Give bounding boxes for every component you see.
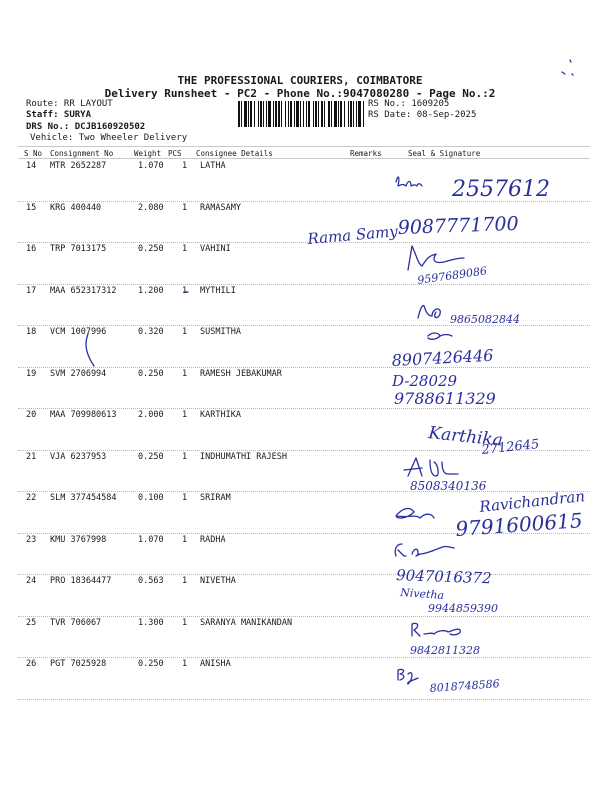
cell-consignment-no: MAA 709980613: [50, 410, 117, 420]
col-consignment-header: Consignment No: [50, 149, 114, 158]
cell-consignee: SARANYA MANIKANDAN: [200, 617, 293, 628]
cell-sno: 22: [26, 493, 37, 503]
cell-sno: 19: [26, 368, 37, 379]
col-weight-header: Weight: [134, 149, 162, 158]
cell-sno: 17: [26, 285, 37, 296]
cell-consignee: LATHA: [200, 161, 226, 171]
cell-consignment-no: VJA 6237953: [50, 451, 107, 462]
handwritten-number: 9842811328: [410, 644, 480, 657]
signature-row-25: [410, 623, 480, 657]
cell-consignment-no: TRP 7013175: [50, 244, 107, 254]
signature-row-21: [404, 458, 487, 493]
cell-consignee: MYTHILI: [200, 285, 236, 296]
handwritten-name: Ravichandran: [478, 487, 586, 516]
cell-sno: 16: [26, 244, 37, 254]
cell-consignment-no: SLM 377454584: [50, 493, 117, 503]
handwritten-number: 9788611329: [394, 389, 496, 408]
route-label: Route: RR LAYOUT: [26, 99, 113, 109]
cell-consignment-no: KMU 3767998: [50, 534, 107, 545]
signature-row-26: [398, 669, 500, 695]
handwritten-number: 9597689086: [416, 264, 488, 287]
handwritten-number: 9791600615: [454, 508, 584, 541]
staff-label: Staff: SURYA: [26, 110, 92, 120]
cell-consignee: RADHA: [200, 534, 226, 545]
barcode-image: [238, 101, 364, 127]
cell-consignee: INDHUMATHI RAJESH: [200, 451, 287, 462]
signatures-layer: [300, 160, 595, 705]
header-bottom-rule: [18, 158, 590, 159]
cell-consignee: RAMESH JEBAKUMAR: [200, 368, 282, 379]
cell-weight: 0.100: [138, 493, 164, 503]
signature-row-18: [391, 333, 494, 370]
pen-stroke-mark: [80, 330, 100, 375]
rs-date: RS Date: 08-Sep-2025: [368, 110, 477, 120]
signature-row-22: [396, 487, 586, 541]
cell-weight: 0.250: [138, 244, 164, 254]
handwritten-name: Nivetha: [399, 586, 445, 603]
signature-row-24: [399, 586, 498, 615]
cell-pcs: 1: [182, 285, 188, 296]
cell-consignee: KARTHIKA: [200, 410, 241, 420]
cell-consignment-no: MTR 2652287: [50, 161, 107, 171]
signature-row-14: [396, 177, 550, 202]
handwritten-number: 8907426446: [391, 345, 494, 370]
cell-consignee: SRIRAM: [200, 493, 231, 503]
cell-weight: 0.250: [138, 451, 164, 462]
col-sno-header: S No: [24, 149, 43, 158]
cell-sno: 25: [26, 617, 37, 628]
col-seal-header: Seal & Signature: [408, 149, 481, 158]
cell-consignment-no: PRO 18364477: [50, 576, 112, 586]
cell-consignee: VAHINI: [200, 244, 231, 254]
handwritten-name: Karthika: [427, 423, 504, 451]
col-remarks-header: Remarks: [350, 149, 382, 158]
vehicle-label: Vehicle: Two Wheeler Delivery: [30, 133, 188, 143]
cell-sno: 26: [26, 659, 37, 669]
cell-pcs: 1: [182, 327, 188, 337]
cell-consignment-no: PGT 7025928: [50, 659, 107, 669]
cell-pcs: 1: [182, 368, 188, 379]
cell-weight: 0.250: [138, 368, 164, 379]
header-top-rule: [18, 146, 590, 147]
cell-weight: 2.080: [138, 202, 164, 213]
cell-consignee: RAMASAMY: [200, 202, 241, 213]
handwritten-number: 9944859390: [428, 602, 498, 615]
stray-mark-icon: [556, 56, 580, 80]
signature-row-20: [426, 423, 540, 458]
cell-consignee: ANISHA: [200, 659, 231, 669]
cell-weight: 0.563: [138, 576, 164, 586]
cell-weight: 1.200: [138, 285, 164, 296]
cell-weight: 0.320: [138, 327, 164, 337]
handwritten-date: D-28029: [392, 372, 458, 390]
cell-consignment-no: TVR 706067: [50, 617, 102, 628]
cell-consignment-no: MAA 652317312: [50, 285, 117, 296]
cell-consignment-no: SVM 2706994: [50, 368, 107, 379]
cell-pcs: 1: [182, 161, 188, 171]
cell-sno: 18: [26, 327, 37, 337]
cell-pcs: 1: [182, 244, 188, 254]
cell-pcs: 1: [182, 493, 188, 503]
handwritten-number: 9087771700: [397, 212, 519, 239]
cell-pcs: 1: [182, 410, 188, 420]
document-subtitle: Delivery Runsheet - PC2 - Phone No.:9047080280 - Page No.:2: [104, 87, 496, 100]
handwritten-number: 2712645: [480, 437, 541, 458]
handwritten-number: 9047016372: [395, 566, 492, 588]
handwritten-number: 8508340136: [410, 479, 487, 493]
signature-row-17: [418, 306, 520, 326]
cell-consignment-no: KRG 400440: [50, 202, 102, 213]
cell-consignment-no: VCM 1007996: [50, 327, 107, 337]
cell-consignee: SUSMITHA: [200, 327, 241, 337]
col-consignee-header: Consignee Details: [196, 149, 273, 158]
signature-row-15: [306, 213, 519, 248]
cell-pcs: 1: [182, 534, 188, 545]
handwritten-number: 9865082844: [450, 313, 520, 326]
drs-number: DRS No.: DCJB160920502: [26, 122, 146, 132]
rs-number: RS No.: 1609205: [368, 99, 450, 109]
handwritten-name: Rama Samy: [306, 222, 399, 248]
cell-pcs: 1: [182, 659, 188, 669]
handwritten-number: 2557612: [452, 177, 550, 202]
document-title: THE PROFESSIONAL COURIERS, COIMBATORE: [177, 74, 423, 87]
cell-sno: 21: [26, 451, 37, 462]
cell-weight: 2.000: [138, 410, 164, 420]
cell-weight: 1.300: [138, 617, 164, 628]
cell-sno: 14: [26, 161, 37, 171]
cell-consignee: NIVETHA: [200, 576, 236, 586]
cell-sno: 23: [26, 534, 37, 545]
cell-sno: 24: [26, 576, 37, 586]
col-pcs-header: PCS: [168, 149, 182, 158]
signature-row-16: [408, 246, 488, 287]
cell-sno: 15: [26, 202, 37, 213]
cell-pcs: 1: [182, 202, 188, 213]
cell-sno: 20: [26, 410, 37, 420]
cell-pcs: 1: [182, 451, 188, 462]
cell-pcs: 1: [182, 617, 188, 628]
handwritten-number: 8018748586: [429, 677, 501, 695]
cell-weight: 1.070: [138, 534, 164, 545]
cell-weight: 1.070: [138, 161, 164, 171]
pen-dot-mark: [180, 286, 194, 298]
signature-row-23: [395, 544, 492, 587]
signature-row-19: [391, 372, 496, 408]
cell-weight: 0.250: [138, 659, 164, 669]
cell-pcs: 1: [182, 576, 188, 586]
